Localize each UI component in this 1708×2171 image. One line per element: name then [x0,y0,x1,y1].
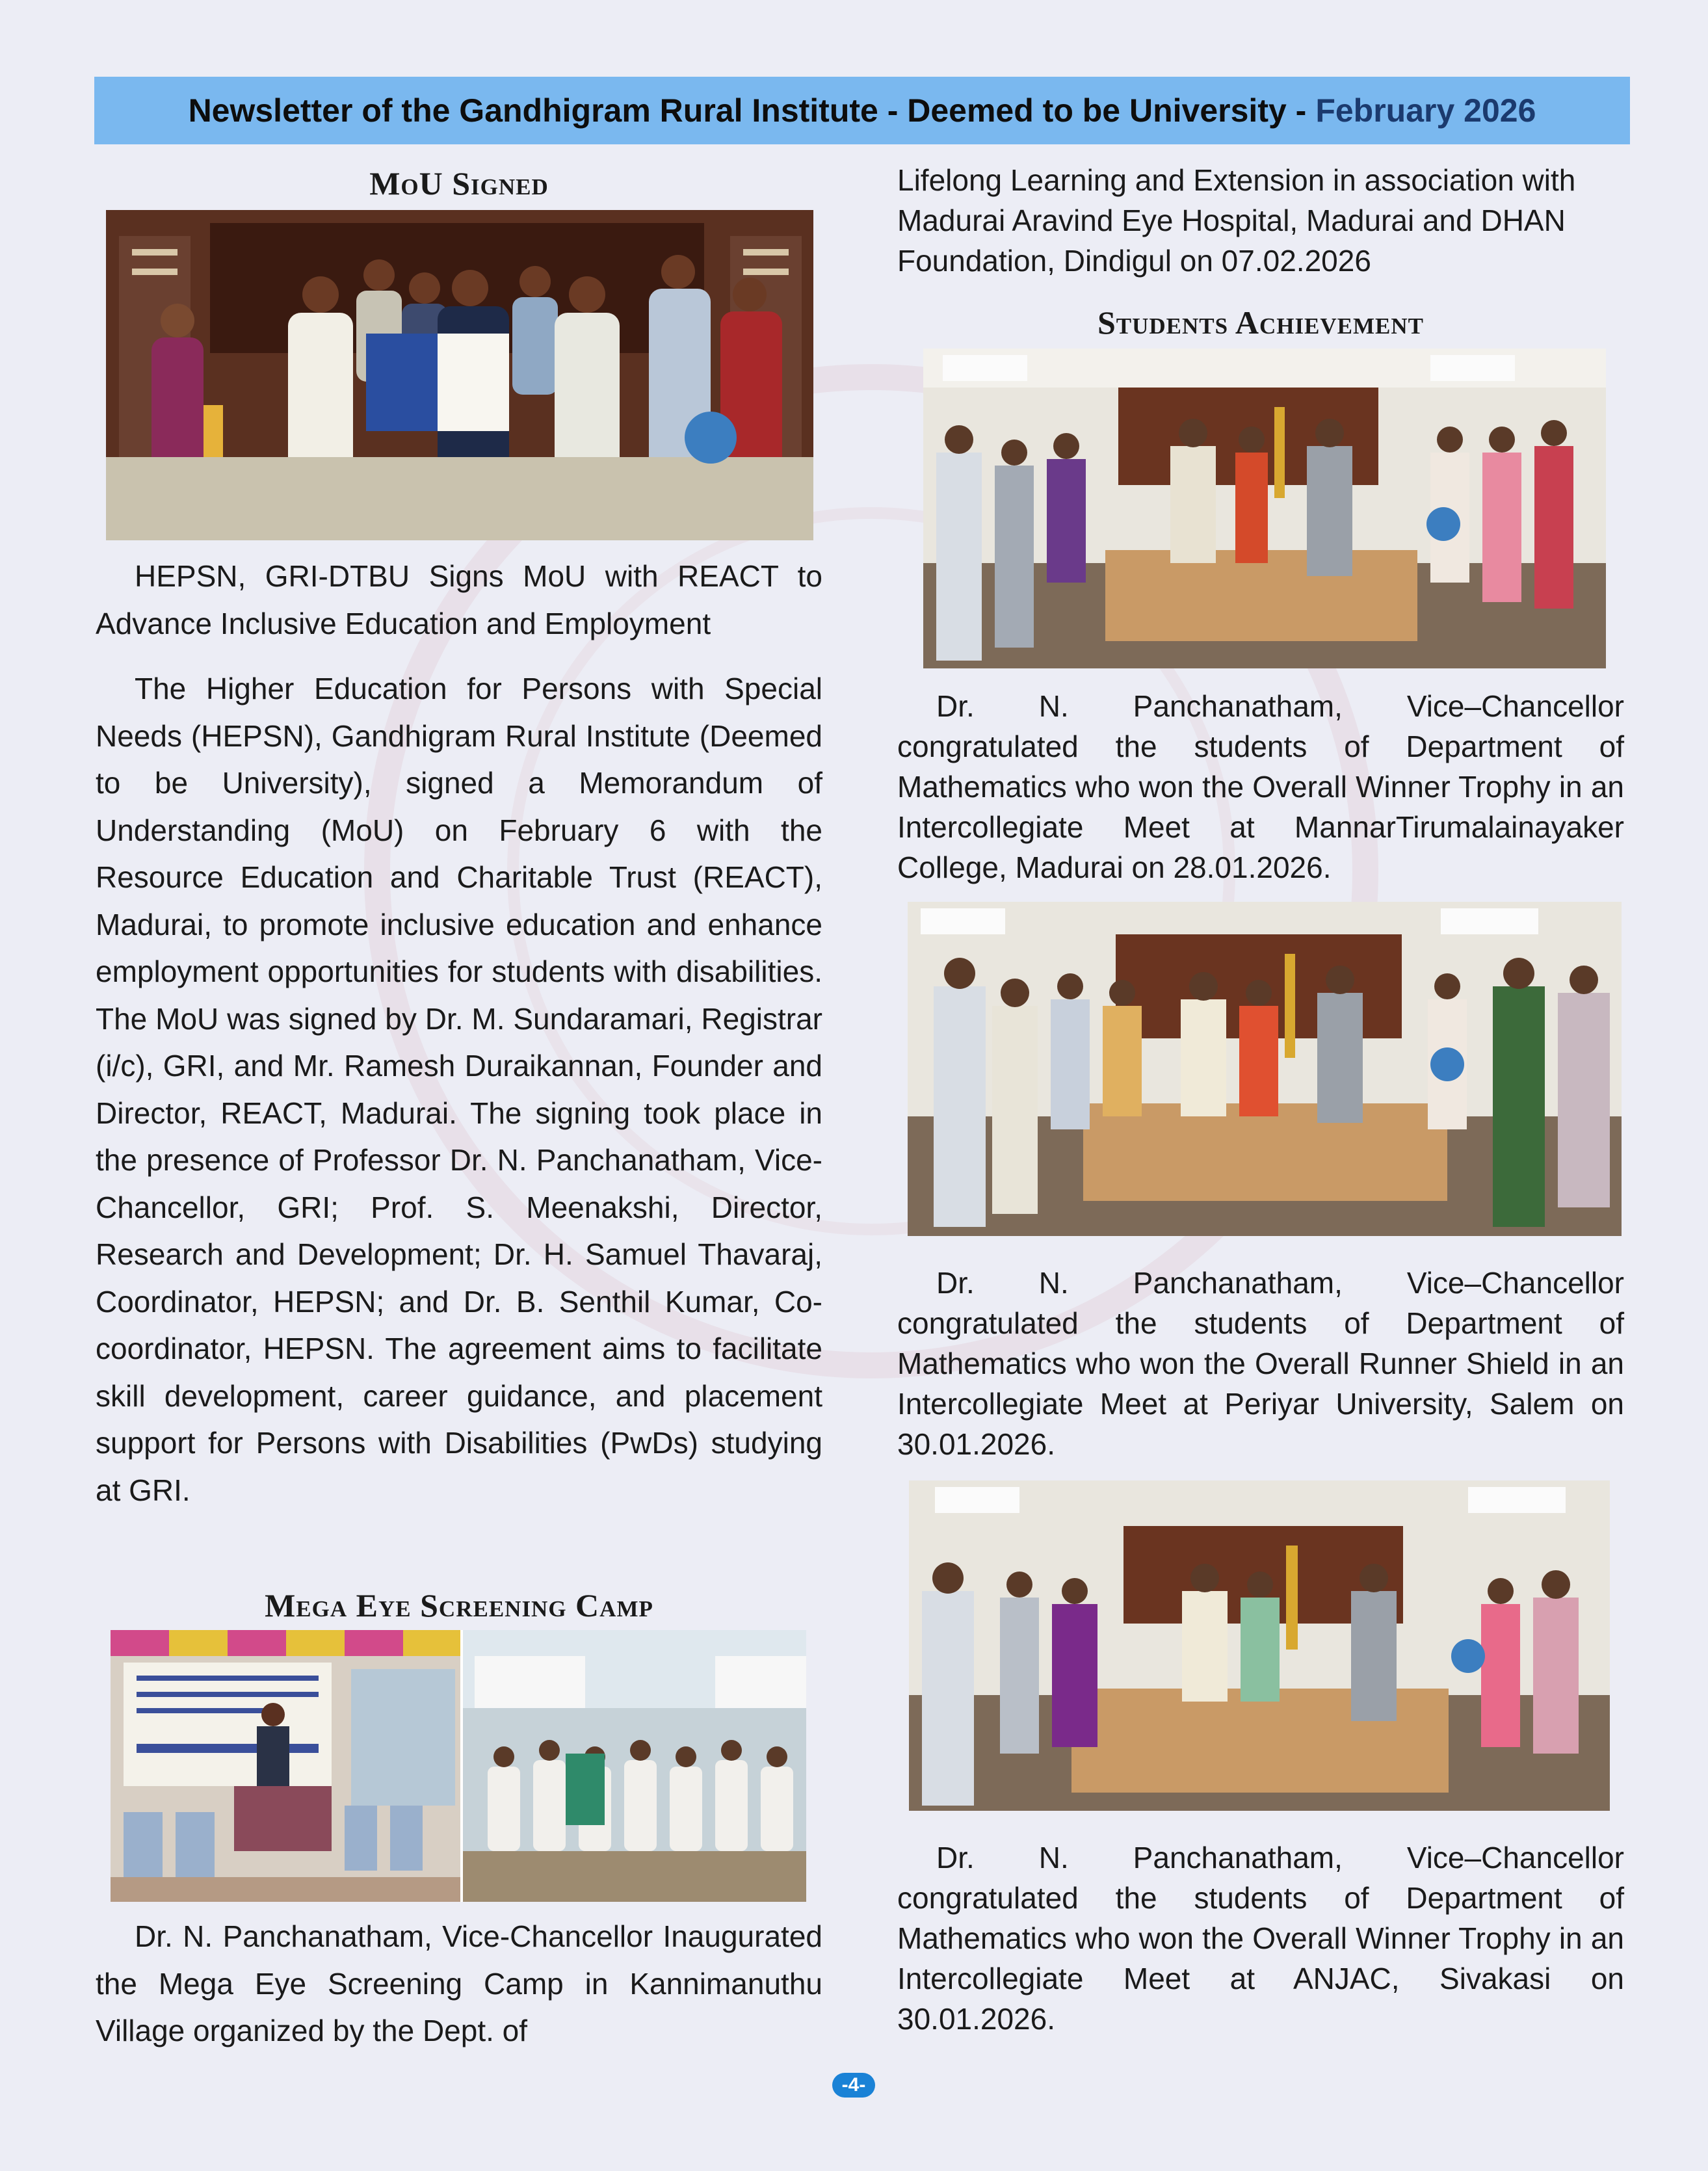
page-number: -4- [832,2073,875,2098]
mou-section-title: MoU Signed [369,165,549,202]
eye-camp-caption-continued: Lifelong Learning and Extension in association with Madurai Aravind Eye Hospital, Madurai and DHAN Foundation, Dindigul on 07.02.2026 [897,163,1576,278]
achievement-section-title: Students Achievement [1097,304,1425,341]
mou-body-text: The Higher Education for Persons with Special Needs (HEPSN), Gandhigram Rural Institute (Deemed to be University), signed a Memorandum of Understanding (MoU) on February 6 with the Resource Education and Charitable Trust (REACT), Madurai, to promote inclusive education and enhance employment opportunities for students with disabilities. The MoU was signed by Dr. M. Sundaramari, Registrar (i/c), GRI, and Mr. Ramesh Duraikannan, Founder and Director, REACT, Madurai. The signing took place in the presence of Professor Dr. N. Panchanatham, Vice-Chancellor, GRI; Prof. S. Meenakshi, Director, Research and Development; Dr. H. Samuel Thavaraj, Coordinator, HEPSN; and Dr. B. Senthil Kumar, Co-coordinator, HEPSN. The agreement aims to facilitate skill development, career guidance, and placement support for Persons with Disabilities (PwDs) studying at GRI. [96,672,822,1507]
newsletter-header [94,77,1630,144]
eye-camp-section-title: Mega Eye Screening Camp [265,1587,653,1624]
achievement-photo-2 [908,902,1622,1236]
mou-headline: HEPSN, GRI-DTBU Signs MoU with REACT to Advance Inclusive Education and Employment [96,559,822,640]
achievement-caption-3: Dr. N. Panchanatham, Vice–Chancellor congratulated the students of Department of Mathematics who won the Overall Winner Trophy in an Intercollegiate Meet at ANJAC, Sivakasi on 30.01.2026. [897,1841,1624,2036]
achievement-caption-2: Dr. N. Panchanatham, Vice–Chancellor congratulated the students of Department of Mathematics who won the Overall Runner Shield in an Intercollegiate Meet at Periyar University, Salem on 30.01.2026. [897,1266,1624,1461]
achievement-photo-1 [923,349,1606,668]
newsletter-date: February 2026 [1315,92,1536,129]
achievement-caption-1: Dr. N. Panchanatham, Vice–Chancellor congratulated the students of Department of Mathematics who won the Overall Winner Trophy in an Intercollegiate Meet at MannarTirumalainayaker College, Madurai on 28.01.2026. [897,689,1624,884]
newsletter-title: Newsletter of the Gandhigram Rural Institute - Deemed to be University - [188,92,1307,129]
mou-signing-photo [106,210,813,540]
eye-camp-photo [111,1630,806,1902]
eye-camp-caption: Dr. N. Panchanatham, Vice-Chancellor Inaugurated the Mega Eye Screening Camp in Kannimanuthu Village organized by the Dept. of [96,1919,822,2047]
achievement-photo-3 [909,1480,1610,1811]
